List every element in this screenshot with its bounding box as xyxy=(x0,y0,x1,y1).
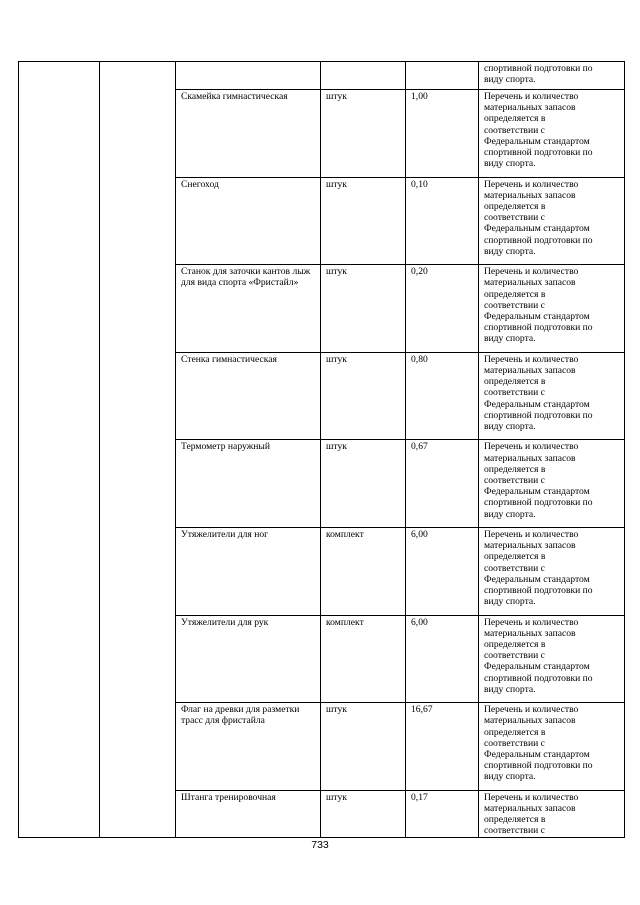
quantity-cell: 0,10 xyxy=(406,177,479,265)
table-row xyxy=(19,62,625,90)
quantity-cell: 0,20 xyxy=(406,265,479,353)
quantity-cell: 6,00 xyxy=(406,615,479,703)
note-cell: Перечень и количество материальных запасов определяется в соответствии с Федеральным стандартом спортивной подготовки по виду спорта. xyxy=(479,615,625,703)
item-name-cell: Термометр наружный xyxy=(176,440,321,528)
note-cell: Перечень и количество материальных запасов определяется в соответствии с Федеральным стандартом спортивной подготовки по виду спорта. xyxy=(479,265,625,353)
quantity-cell: 6,00 xyxy=(406,527,479,615)
item-name-cell: Утяжелители для рук xyxy=(176,615,321,703)
merged-cell-col2 xyxy=(100,62,176,838)
unit-cell: комплект xyxy=(321,615,406,703)
item-name-cell: Утяжелители для ног xyxy=(176,527,321,615)
unit-cell: штук xyxy=(321,703,406,791)
quantity-cell: 0,17 xyxy=(406,790,479,837)
unit-cell: комплект xyxy=(321,527,406,615)
item-name-cell: Снегоход xyxy=(176,177,321,265)
equipment-table xyxy=(18,61,625,838)
item-name-cell xyxy=(176,62,321,90)
unit-cell: штук xyxy=(321,352,406,440)
item-name-cell: Стенка гимнастическая xyxy=(176,352,321,440)
quantity-cell: 16,67 xyxy=(406,703,479,791)
note-cell: Перечень и количество материальных запасов определяется в соответствии с Федеральным стандартом спортивной подготовки по виду спорта. xyxy=(479,703,625,791)
note-cell: Перечень и количество материальных запасов определяется в соответствии с Федеральным стандартом спортивной подготовки по виду спорта. xyxy=(479,352,625,440)
note-cell: Перечень и количество материальных запасов определяется в соответствии с Федеральным стандартом спортивной подготовки по виду спорта. xyxy=(479,527,625,615)
unit-cell xyxy=(321,62,406,90)
note-cell: спортивной подготовки по виду спорта. xyxy=(479,62,625,90)
note-cell: Перечень и количество материальных запасов определяется в соответствии с xyxy=(479,790,625,837)
item-name-cell: Станок для заточки кантов лыж для вида спорта «Фристайл» xyxy=(176,265,321,353)
note-cell: Перечень и количество материальных запасов определяется в соответствии с Федеральным стандартом спортивной подготовки по виду спорта. xyxy=(479,90,625,178)
unit-cell: штук xyxy=(321,90,406,178)
item-name-cell: Флаг на древки для разметки трасс для фристайла xyxy=(176,703,321,791)
quantity-cell: 1,00 xyxy=(406,90,479,178)
quantity-cell: 0,67 xyxy=(406,440,479,528)
page-number: 733 xyxy=(311,839,329,851)
note-cell: Перечень и количество материальных запасов определяется в соответствии с Федеральным стандартом спортивной подготовки по виду спорта. xyxy=(479,440,625,528)
unit-cell: штук xyxy=(321,265,406,353)
quantity-cell: 0,80 xyxy=(406,352,479,440)
quantity-cell xyxy=(406,62,479,90)
unit-cell: штук xyxy=(321,177,406,265)
item-name-cell: Штанга тренировочная xyxy=(176,790,321,837)
item-name-cell: Скамейка гимнастическая xyxy=(176,90,321,178)
unit-cell: штук xyxy=(321,790,406,837)
note-cell: Перечень и количество материальных запасов определяется в соответствии с Федеральным стандартом спортивной подготовки по виду спорта. xyxy=(479,177,625,265)
merged-cell-col1 xyxy=(19,62,100,838)
unit-cell: штук xyxy=(321,440,406,528)
